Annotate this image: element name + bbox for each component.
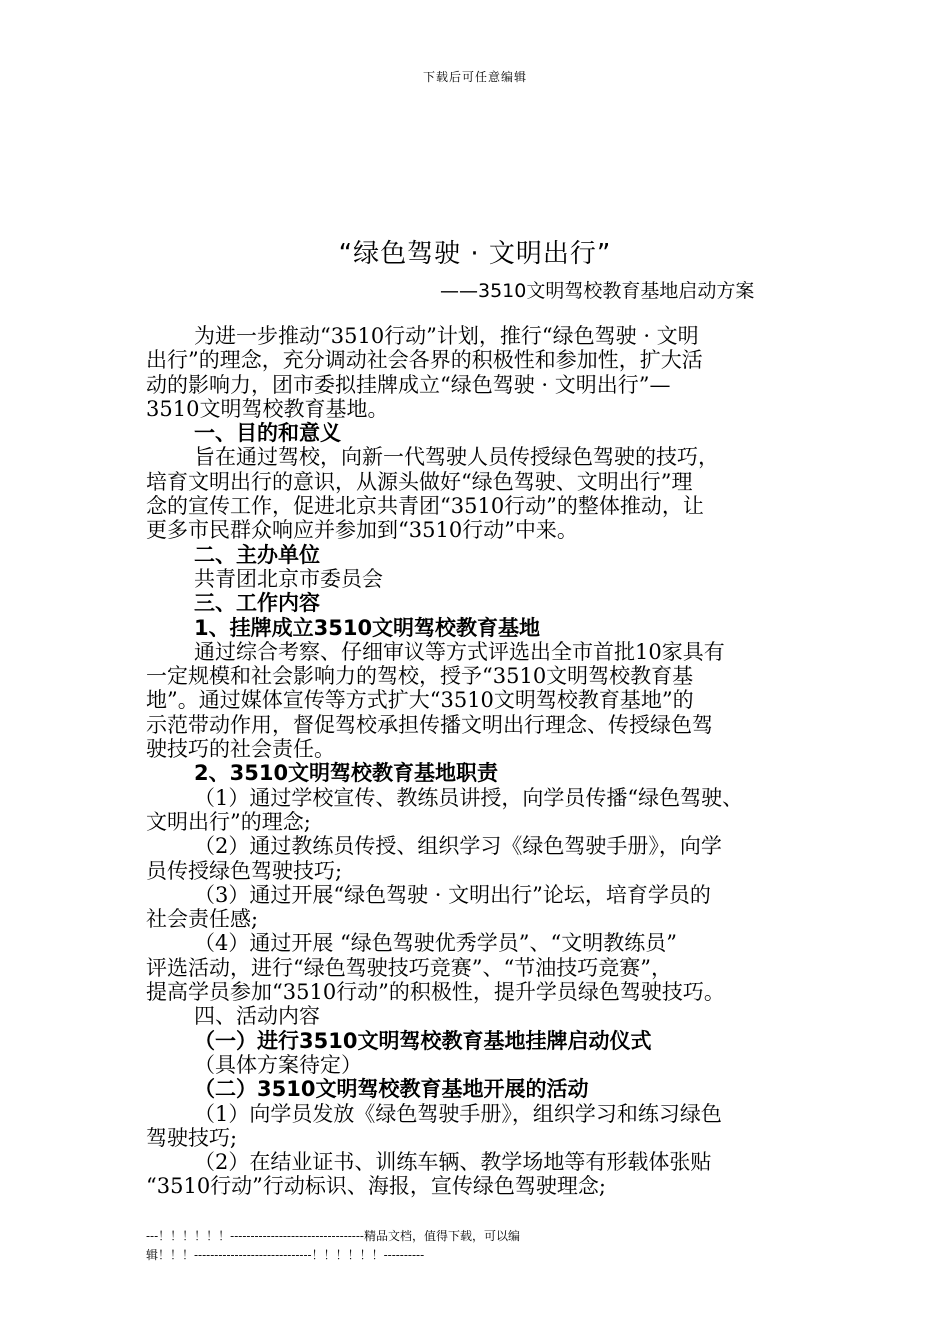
body-line: 驶技巧的社会责任。 [146,737,335,762]
body-line: 培育文明出行的意识，从源头做好“绿色驾驶、文明出行”理 [146,469,693,494]
body-line: 文明出行”的理念; [146,809,311,834]
section-heading: 三、工作内容 [194,591,320,616]
body-line: 驾驶技巧; [146,1125,238,1150]
body-line: 示范带动作用，督促驾校承担传播文明出行理念、传授绿色驾 [146,712,713,737]
section-heading: 1、挂牌成立3510文明驾校教育基地 [194,615,541,640]
body-line: 一定规模和社会影响力的驾校，授予“3510文明驾校教育基 [146,664,694,689]
body-line: 共青团北京市委员会 [194,566,383,591]
body-line: 出行”的理念，充分调动社会各界的积极性和参加性，扩大活 [146,348,703,373]
document-subtitle: ——3510文明驾校教育基地启动方案 [440,280,755,302]
body-line: 通过综合考察、仔细审议等方式评选出全市首批10家具有 [194,639,725,664]
body-line: 四、活动内容 [194,1004,320,1029]
section-heading: 2、3510文明驾校教育基地职责 [194,761,499,786]
body-line: 为进一步推动“3510行动”计划，推行“绿色驾驶 · 文明 [194,324,699,348]
body-line: （4）通过开展 “绿色驾驶优秀学员”、“文明教练员” [194,931,677,956]
body-line: （1）通过学校宣传、教练员讲授，向学员传播“绿色驾驶、 [194,785,744,810]
body-line: （2）通过教练员传授、组织学习《绿色驾驶手册》，向学 [194,834,722,859]
header-note: 下载后可任意编辑 [422,70,527,84]
document-title: “绿色驾驶 · 文明出行” [338,239,612,269]
body-line: 更多市民群众响应并参加到“3510行动”中来。 [146,518,578,543]
footer-line-1: ---！！！！！！---------------------------------精品文档，值得下载，可以编 [146,1229,520,1243]
body-line: 3510文明驾校教育基地。 [146,396,389,421]
body-line: 动的影响力，团市委拟挂牌成立“绿色驾驶 · 文明出行”— [146,372,671,397]
body-line: 旨在通过驾校，向新一代驾驶人员传授绿色驾驶的技巧， [194,445,719,470]
document-body [146,324,811,1199]
section-heading: （一）进行3510文明驾校教育基地挂牌启动仪式 [194,1028,652,1053]
body-line: （3）通过开展“绿色驾驶 · 文明出行”论坛，培育学员的 [194,882,711,907]
footer-line-2: 辑！！！-----------------------------！！！！！！---------- [146,1248,425,1262]
section-heading: 二、主办单位 [194,542,320,567]
body-line: 地”。通过媒体宣传等方式扩大“3510文明驾校教育基地”的 [146,688,694,713]
section-heading: 一、目的和意义 [194,421,341,446]
body-line: 社会责任感; [146,907,259,932]
footer-note [146,1227,846,1265]
body-line: 评选活动，进行“绿色驾驶技巧竞赛”、“节油技巧竞赛”， [146,955,672,980]
body-line: 提高学员参加“3510行动”的积极性，提升学员绿色驾驶技巧。 [146,980,725,1005]
section-heading: （二）3510文明驾校教育基地开展的活动 [194,1077,589,1102]
body-line: （具体方案待定） [194,1052,362,1077]
body-line: 念的宣传工作，促进北京共青团“3510行动”的整体推动，让 [146,494,704,519]
body-line: （1）向学员发放《绿色驾驶手册》，组织学习和练习绿色 [194,1101,722,1126]
body-line: “3510行动”行动标识、海报，宣传绿色驾驶理念; [146,1174,606,1199]
body-line: （2）在结业证书、训练车辆、教学场地等有形载体张贴 [194,1150,712,1175]
body-line: 员传授绿色驾驶技巧; [146,858,343,883]
